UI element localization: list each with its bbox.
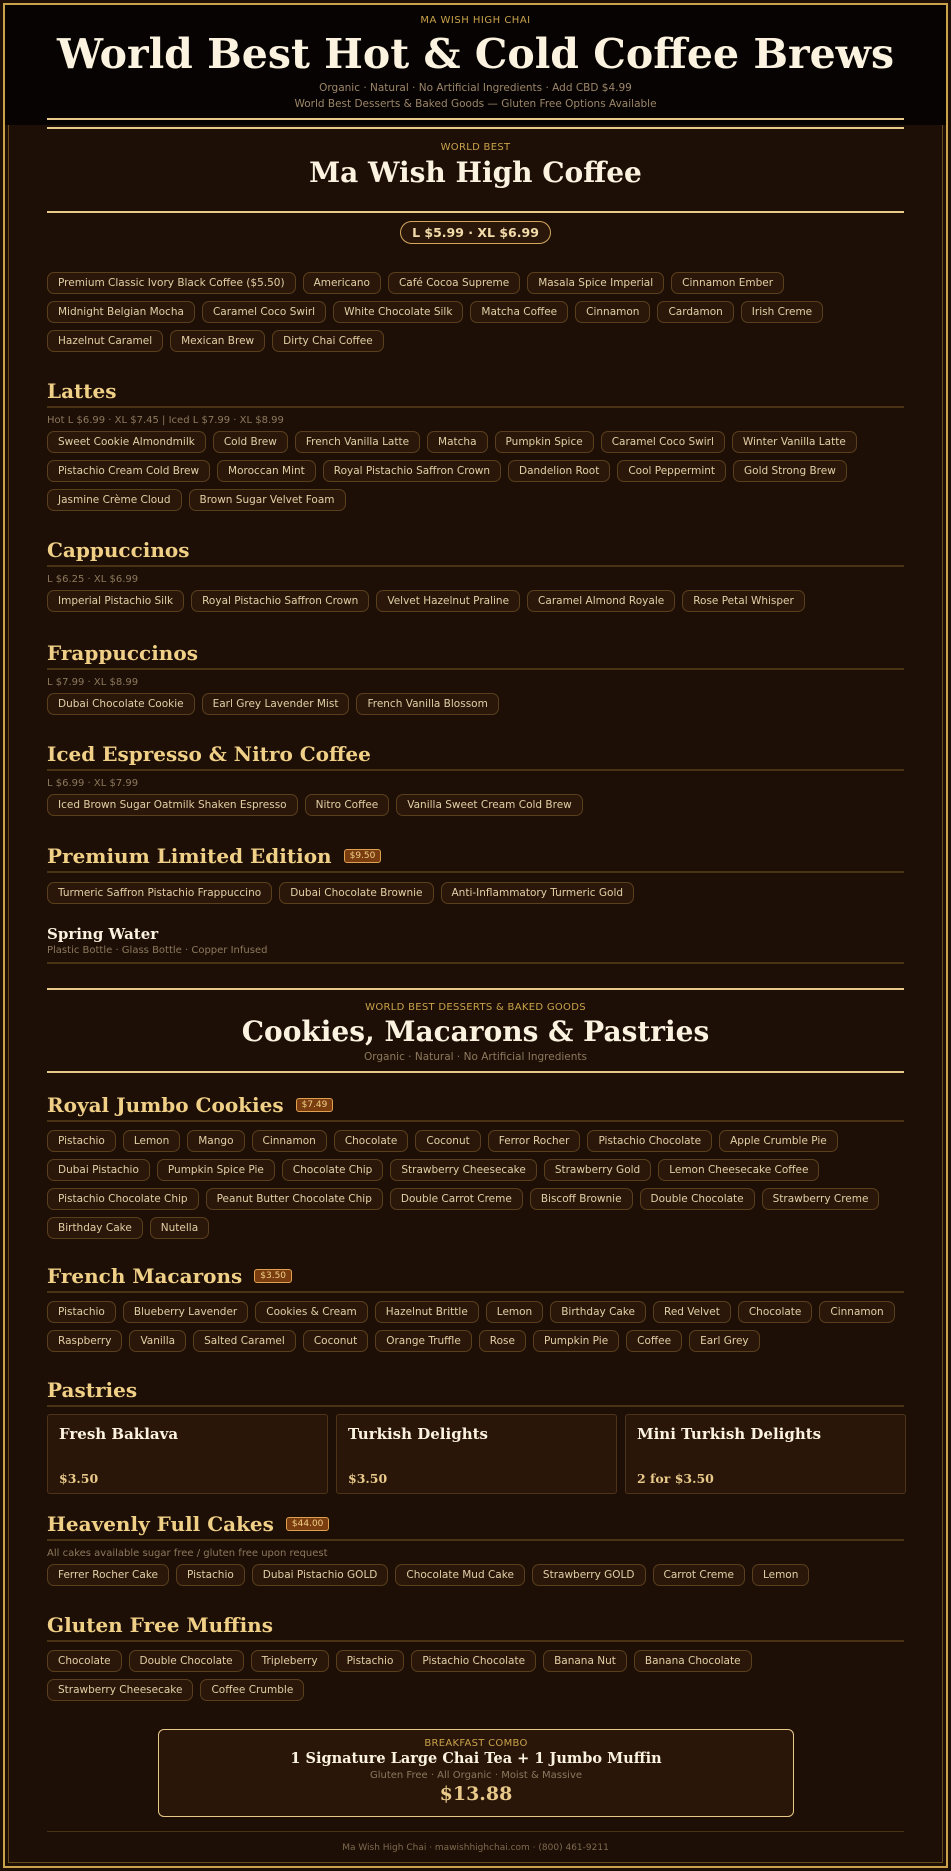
frappuccinos-header [47, 640, 904, 670]
menu-item-chip: Pistachio [176, 1564, 245, 1586]
muffins-section [47, 1612, 904, 1701]
pastry-card [336, 1414, 617, 1494]
menu-item-chip: Pistachio [336, 1650, 405, 1672]
menu-item-chip: Hazelnut Brittle [375, 1301, 479, 1323]
menu-item-chip: Double Chocolate [129, 1650, 244, 1672]
cakes-header [47, 1511, 904, 1541]
menu-item-chip: Matcha Coffee [470, 301, 568, 323]
menu-item-chip: Cinnamon [575, 301, 650, 323]
pastries-cards [47, 1414, 904, 1494]
cookies-section [47, 1092, 904, 1239]
iced-header [47, 741, 904, 771]
menu-item-chip: Cinnamon [819, 1301, 894, 1323]
menu-item-chip: Cold Brew [213, 431, 288, 453]
coffee-eyebrow: WORLD BEST [440, 142, 511, 153]
water-divider [47, 962, 904, 964]
coffee-price-row [47, 221, 904, 244]
menu-item-chip: Chocolate [738, 1301, 813, 1323]
menu-item-chip: Dubai Pistachio GOLD [252, 1564, 389, 1586]
muffins-list [47, 1650, 904, 1701]
iced-title: Iced Espresso & Nitro Coffee [47, 742, 371, 766]
menu-item-chip: Irish Creme [741, 301, 823, 323]
menu-item-chip: Carrot Creme [653, 1564, 745, 1586]
brand-name: MA WISH HIGH CHAI [420, 15, 531, 26]
combo-price: $13.88 [439, 1783, 513, 1805]
menu-item-chip: Lemon Cheesecake Coffee [658, 1159, 819, 1181]
menu-item-chip: Chocolate Mud Cake [395, 1564, 525, 1586]
desserts-top-rule [47, 988, 904, 990]
breakfast-combo-card [158, 1729, 794, 1817]
menu-item-chip: Dandelion Root [508, 460, 610, 482]
muffins-title: Gluten Free Muffins [47, 1613, 273, 1637]
muffins-header [47, 1612, 904, 1642]
menu-item-chip: Moroccan Mint [217, 460, 316, 482]
menu-item-chip: Strawberry Gold [544, 1159, 651, 1181]
menu-item-chip: Apple Crumble Pie [719, 1130, 838, 1152]
menu-item-chip: Biscoff Brownie [530, 1188, 633, 1210]
menu-item-chip: Imperial Pistachio Silk [47, 590, 184, 612]
hero-banner [5, 5, 946, 125]
hero-subtitle-1: Organic · Natural · No Artificial Ingredients · Add CBD $4.99 [319, 82, 632, 94]
menu-item-chip: Matcha [427, 431, 487, 453]
cakes-note: All cakes available sugar free / gluten free upon request [47, 1548, 328, 1559]
menu-item-chip: Brown Sugar Velvet Foam [189, 489, 346, 511]
coffee-title: Ma Wish High Coffee [309, 156, 642, 189]
desserts-subtitle: Organic · Natural · No Artificial Ingredients [364, 1051, 587, 1063]
menu-item-chip: Vanilla Sweet Cream Cold Brew [396, 794, 583, 816]
lattes-prices: Hot L $6.99 · XL $7.45 | Iced L $7.99 · XL $8.99 [47, 415, 284, 426]
frappuccinos-list [47, 693, 904, 715]
menu-item-chip: French Vanilla Blossom [356, 693, 498, 715]
menu-item-chip: Chocolate [334, 1130, 409, 1152]
menu-item-chip: Rose [479, 1330, 526, 1352]
macarons-title: French Macarons [47, 1264, 243, 1288]
menu-item-chip: Royal Pistachio Saffron Crown [191, 590, 369, 612]
menu-item-chip: Royal Pistachio Saffron Crown [323, 460, 501, 482]
menu-item-chip: Ferrer Rocher Cake [47, 1564, 169, 1586]
cappuccinos-section [47, 537, 904, 612]
lattes-title: Lattes [47, 379, 117, 403]
desserts-eyebrow: WORLD BEST DESSERTS & BAKED GOODS [365, 1002, 586, 1013]
hero-title: World Best Hot & Cold Coffee Brews [56, 30, 895, 78]
menu-item-chip: Peanut Butter Chocolate Chip [206, 1188, 383, 1210]
menu-item-chip: Mango [187, 1130, 244, 1152]
pastries-title: Pastries [47, 1378, 138, 1402]
menu-item-chip: Pistachio Chocolate Chip [47, 1188, 199, 1210]
cakes-section [47, 1511, 904, 1586]
combo-title: 1 Signature Large Chai Tea + 1 Jumbo Muffin [290, 1750, 662, 1767]
menu-item-chip: Cinnamon Ember [671, 272, 784, 294]
desserts-bottom-rule [47, 1071, 904, 1073]
menu-item-chip: Tripleberry [251, 1650, 329, 1672]
cookies-header [47, 1092, 904, 1122]
menu-item-chip: Coffee [626, 1330, 682, 1352]
pastry-price: $3.50 [59, 1471, 99, 1486]
menu-item-chip: Red Velvet [653, 1301, 731, 1323]
iced-list [47, 794, 904, 816]
menu-item-chip: Midnight Belgian Mocha [47, 301, 195, 323]
menu-item-chip: Caramel Coco Swirl [601, 431, 725, 453]
menu-item-chip: Sweet Cookie Almondmilk [47, 431, 206, 453]
pastries-section [47, 1377, 904, 1407]
menu-item-chip: Pumpkin Spice [495, 431, 594, 453]
frappuccinos-prices: L $7.99 · XL $8.99 [47, 677, 139, 688]
menu-item-chip: Birthday Cake [47, 1217, 143, 1239]
pastry-card [47, 1414, 328, 1494]
menu-item-chip: Birthday Cake [550, 1301, 646, 1323]
desserts-header [47, 1002, 904, 1064]
menu-item-chip: Café Cocoa Supreme [388, 272, 520, 294]
menu-item-chip: Nutella [150, 1217, 209, 1239]
iced-section [47, 741, 904, 816]
footer-contact: Ma Wish High Chai · mawishhighchai.com · (800) 461-9211 [342, 1843, 609, 1853]
macarons-price-badge: $3.50 [254, 1269, 292, 1283]
menu-item-chip: Pumpkin Pie [533, 1330, 619, 1352]
menu-item-chip: Pistachio Chocolate [587, 1130, 712, 1152]
menu-item-chip: Cookies & Cream [255, 1301, 368, 1323]
menu-item-chip: Mexican Brew [170, 330, 265, 352]
combo-subtitle: Gluten Free · All Organic · Moist & Massive [369, 1770, 583, 1781]
water-options: Plastic Bottle · Glass Bottle · Copper Infused [47, 945, 268, 956]
hero-divider [47, 118, 904, 129]
menu-item-chip: Cool Peppermint [617, 460, 726, 482]
premium-title: Premium Limited Edition [47, 844, 332, 868]
menu-item-chip: Strawberry Cheesecake [47, 1679, 193, 1701]
cappuccinos-title: Cappuccinos [47, 538, 190, 562]
menu-item-chip: Hazelnut Caramel [47, 330, 163, 352]
menu-item-chip: Masala Spice Imperial [527, 272, 664, 294]
menu-item-chip: Turmeric Saffron Pistachio Frappuccino [47, 882, 272, 904]
menu-item-chip: Iced Brown Sugar Oatmilk Shaken Espresso [47, 794, 298, 816]
menu-item-chip: Americano [303, 272, 381, 294]
premium-header [47, 843, 904, 873]
lattes-list [47, 431, 904, 511]
menu-item-chip: Earl Grey Lavender Mist [202, 693, 350, 715]
menu-item-chip: Caramel Almond Royale [527, 590, 675, 612]
cappuccinos-list [47, 590, 904, 612]
pastry-name: Turkish Delights [348, 1425, 488, 1443]
cookies-title: Royal Jumbo Cookies [47, 1093, 284, 1117]
menu-item-chip: Nitro Coffee [305, 794, 390, 816]
menu-item-chip: Strawberry Creme [762, 1188, 880, 1210]
menu-item-chip: Gold Strong Brew [733, 460, 847, 482]
lattes-section [47, 378, 904, 511]
menu-item-chip: Salted Caramel [193, 1330, 296, 1352]
macarons-header [47, 1263, 904, 1293]
menu-item-chip: Lemon [123, 1130, 180, 1152]
pastry-name: Fresh Baklava [59, 1425, 179, 1443]
menu-item-chip: Dirty Chai Coffee [272, 330, 384, 352]
menu-item-chip: Caramel Coco Swirl [202, 301, 326, 323]
pastry-name: Mini Turkish Delights [637, 1425, 822, 1443]
water-section [47, 924, 904, 964]
cakes-price-badge: $44.00 [286, 1517, 330, 1531]
menu-item-chip: Rose Petal Whisper [682, 590, 805, 612]
menu-item-chip: Pumpkin Spice Pie [157, 1159, 275, 1181]
coffee-list [47, 272, 904, 352]
macarons-list [47, 1301, 904, 1352]
menu-item-chip: Earl Grey [689, 1330, 760, 1352]
cookies-list [47, 1130, 904, 1239]
macarons-section [47, 1263, 904, 1352]
pastries-header [47, 1377, 904, 1407]
menu-item-chip: Strawberry Cheesecake [390, 1159, 536, 1181]
menu-item-chip: White Chocolate Silk [333, 301, 463, 323]
menu-item-chip: Banana Chocolate [634, 1650, 752, 1672]
menu-item-chip: Pistachio Chocolate [411, 1650, 536, 1672]
frappuccinos-title: Frappuccinos [47, 641, 198, 665]
menu-item-chip: Cardamon [657, 301, 733, 323]
menu-item-chip: Chocolate [47, 1650, 122, 1672]
menu-item-chip: Strawberry GOLD [532, 1564, 646, 1586]
cookies-price-badge: $7.49 [296, 1098, 334, 1112]
menu-item-chip: Double Chocolate [640, 1188, 755, 1210]
menu-item-chip: Pistachio [47, 1301, 116, 1323]
menu-item-chip: Coffee Crumble [200, 1679, 304, 1701]
coffee-header [47, 142, 904, 191]
pastry-card [625, 1414, 906, 1494]
menu-item-chip: Double Carrot Creme [390, 1188, 523, 1210]
menu-item-chip: Pistachio Cream Cold Brew [47, 460, 210, 482]
menu-item-chip: Lemon [752, 1564, 809, 1586]
lattes-header [47, 378, 904, 408]
menu-item-chip: Coconut [415, 1130, 480, 1152]
menu-item-chip: Dubai Chocolate Cookie [47, 693, 195, 715]
menu-item-chip: Chocolate Chip [282, 1159, 383, 1181]
footer-divider [47, 1831, 904, 1832]
menu-item-chip: Dubai Pistachio [47, 1159, 150, 1181]
menu-item-chip: Dubai Chocolate Brownie [279, 882, 433, 904]
premium-list [47, 882, 904, 904]
cappuccinos-prices: L $6.25 · XL $6.99 [47, 574, 139, 585]
frappuccinos-section [47, 640, 904, 715]
menu-item-chip: Blueberry Lavender [123, 1301, 248, 1323]
premium-price-badge: $9.50 [344, 849, 382, 863]
cakes-list [47, 1564, 904, 1586]
pastry-price: $3.50 [348, 1471, 388, 1486]
water-title: Spring Water [47, 925, 159, 943]
cakes-title: Heavenly Full Cakes [47, 1512, 274, 1536]
hero-subtitle-2: World Best Desserts & Baked Goods — Gluten Free Options Available [294, 98, 657, 110]
premium-section [47, 843, 904, 904]
menu-item-chip: Banana Nut [543, 1650, 627, 1672]
menu-item-chip: Premium Classic Ivory Black Coffee ($5.50) [47, 272, 296, 294]
coffee-price-pill: L $5.99 · XL $6.99 [400, 221, 551, 244]
menu-item-chip: Ferror Rocher [488, 1130, 581, 1152]
menu-item-chip: French Vanilla Latte [295, 431, 420, 453]
menu-item-chip: Anti-Inflammatory Turmeric Gold [441, 882, 635, 904]
menu-item-chip: Jasmine Crème Cloud [47, 489, 182, 511]
menu-item-chip: Pistachio [47, 1130, 116, 1152]
iced-prices: L $6.99 · XL $7.99 [47, 778, 139, 789]
menu-item-chip: Orange Truffle [375, 1330, 472, 1352]
menu-item-chip: Velvet Hazelnut Praline [376, 590, 520, 612]
cappuccinos-header [47, 537, 904, 567]
menu-item-chip: Cinnamon [252, 1130, 327, 1152]
combo-eyebrow: BREAKFAST COMBO [424, 1738, 528, 1749]
menu-item-chip: Raspberry [47, 1330, 122, 1352]
coffee-divider [47, 211, 904, 213]
pastry-price: 2 for $3.50 [637, 1471, 714, 1486]
menu-item-chip: Vanilla [129, 1330, 186, 1352]
desserts-title: Cookies, Macarons & Pastries [241, 1015, 710, 1048]
menu-item-chip: Coconut [303, 1330, 368, 1352]
menu-item-chip: Lemon [486, 1301, 543, 1323]
menu-item-chip: Winter Vanilla Latte [732, 431, 857, 453]
